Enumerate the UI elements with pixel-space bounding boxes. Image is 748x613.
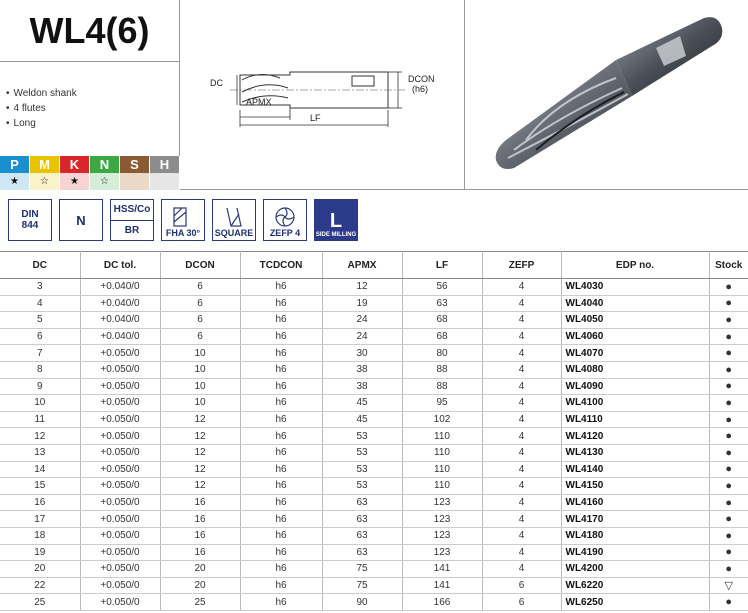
table-row bbox=[0, 378, 748, 395]
table-cell: +0.050/0 bbox=[80, 428, 160, 445]
table-row bbox=[0, 361, 748, 378]
table-cell: 16 bbox=[0, 494, 80, 511]
table-cell: +0.040/0 bbox=[80, 295, 160, 312]
table-cell: 102 bbox=[402, 411, 482, 428]
table-cell: 9 bbox=[0, 378, 80, 395]
table-cell: h6 bbox=[240, 461, 322, 478]
table-cell: +0.050/0 bbox=[80, 544, 160, 561]
stock-indicator: ● bbox=[709, 361, 748, 378]
stock-indicator: ● bbox=[709, 279, 748, 296]
table-cell: 4 bbox=[482, 478, 561, 495]
stock-indicator: ● bbox=[709, 411, 748, 428]
edp-number: WL4180 bbox=[561, 527, 709, 544]
br-label: BR bbox=[124, 224, 140, 236]
table-cell: 141 bbox=[402, 577, 482, 594]
table-cell: +0.050/0 bbox=[80, 577, 160, 594]
table-cell: 12 bbox=[160, 478, 240, 495]
zefp-label: ZEFP 4 bbox=[269, 228, 301, 238]
table-row bbox=[0, 444, 748, 461]
table-cell: 16 bbox=[160, 527, 240, 544]
table-cell: 6 bbox=[160, 279, 240, 296]
table-cell: h6 bbox=[240, 594, 322, 611]
table-cell: 68 bbox=[402, 328, 482, 345]
table-cell: 6 bbox=[160, 328, 240, 345]
table-cell: 18 bbox=[0, 527, 80, 544]
table-cell: 63 bbox=[402, 295, 482, 312]
table-cell: +0.050/0 bbox=[80, 395, 160, 412]
table-row bbox=[0, 527, 748, 544]
stock-indicator: ● bbox=[709, 312, 748, 329]
table-cell: 45 bbox=[322, 411, 402, 428]
table-cell: 24 bbox=[322, 312, 402, 329]
table-cell: 38 bbox=[322, 361, 402, 378]
table-cell: 4 bbox=[482, 378, 561, 395]
column-header: APMX bbox=[322, 252, 402, 279]
table-cell: 95 bbox=[402, 395, 482, 412]
table-cell: 6 bbox=[160, 312, 240, 329]
din-label: DIN bbox=[21, 209, 39, 220]
table-cell: 88 bbox=[402, 378, 482, 395]
table-cell: 12 bbox=[160, 428, 240, 445]
table-cell: 75 bbox=[322, 561, 402, 578]
table-row bbox=[0, 328, 748, 345]
fha-label: FHA 30° bbox=[165, 228, 201, 238]
table-cell: 63 bbox=[322, 511, 402, 528]
edp-number: WL4060 bbox=[561, 328, 709, 345]
table-cell: 4 bbox=[482, 511, 561, 528]
side-milling-label: SIDE MILLING bbox=[315, 232, 357, 238]
table-cell: 20 bbox=[160, 561, 240, 578]
edp-number: WL4090 bbox=[561, 378, 709, 395]
table-row bbox=[0, 295, 748, 312]
apmx-label: APMX bbox=[246, 97, 272, 107]
edp-number: WL4100 bbox=[561, 395, 709, 412]
iso-material-groups bbox=[0, 156, 180, 190]
table-cell: 6 bbox=[0, 328, 80, 345]
table-cell: h6 bbox=[240, 295, 322, 312]
table-cell: 63 bbox=[322, 544, 402, 561]
table-cell: h6 bbox=[240, 312, 322, 329]
table-cell: 19 bbox=[0, 544, 80, 561]
table-cell: h6 bbox=[240, 378, 322, 395]
table-row bbox=[0, 461, 748, 478]
iso-rating bbox=[150, 173, 179, 190]
iso-group-s bbox=[120, 156, 150, 190]
table-cell: +0.050/0 bbox=[80, 345, 160, 362]
table-cell: 11 bbox=[0, 411, 80, 428]
table-cell: 10 bbox=[160, 345, 240, 362]
table-row bbox=[0, 312, 748, 329]
n-label: N bbox=[76, 212, 86, 228]
table-cell: 4 bbox=[482, 561, 561, 578]
side-milling-badge bbox=[314, 199, 358, 241]
table-cell: h6 bbox=[240, 279, 322, 296]
h6-label: (h6) bbox=[412, 84, 429, 94]
square-badge bbox=[212, 199, 256, 241]
table-cell: 14 bbox=[0, 461, 80, 478]
tool-drawing bbox=[180, 0, 465, 190]
iso-group-n bbox=[90, 156, 120, 190]
table-cell: 4 bbox=[482, 345, 561, 362]
iso-group-p bbox=[0, 156, 30, 190]
hss-label: HSS/Co bbox=[113, 204, 151, 216]
stock-indicator: ● bbox=[709, 544, 748, 561]
table-cell: 10 bbox=[160, 395, 240, 412]
table-cell: 4 bbox=[482, 411, 561, 428]
edp-number: WL4130 bbox=[561, 444, 709, 461]
table-cell: +0.050/0 bbox=[80, 361, 160, 378]
stock-indicator: ● bbox=[709, 378, 748, 395]
square-end-icon bbox=[219, 206, 249, 228]
flutes-icon bbox=[272, 206, 298, 228]
side-milling-icon: L bbox=[329, 210, 343, 232]
table-cell: +0.050/0 bbox=[80, 494, 160, 511]
table-cell: 12 bbox=[0, 428, 80, 445]
table-cell: 75 bbox=[322, 577, 402, 594]
zefp-4-badge bbox=[263, 199, 307, 241]
table-cell: 30 bbox=[322, 345, 402, 362]
fha-30-badge bbox=[161, 199, 205, 241]
table-cell: 10 bbox=[160, 361, 240, 378]
column-header: LF bbox=[402, 252, 482, 279]
table-cell: 123 bbox=[402, 494, 482, 511]
feature-item: • 4 flutes bbox=[6, 101, 179, 116]
edp-number: WL6250 bbox=[561, 594, 709, 611]
feature-item: • Weldon shank bbox=[6, 86, 179, 101]
table-cell: 6 bbox=[482, 594, 561, 611]
table-cell: 4 bbox=[482, 395, 561, 412]
table-cell: 12 bbox=[322, 279, 402, 296]
table-cell: 90 bbox=[322, 594, 402, 611]
column-header: DC bbox=[0, 252, 80, 279]
stock-indicator: ● bbox=[709, 428, 748, 445]
table-header bbox=[0, 252, 748, 279]
table-cell: h6 bbox=[240, 411, 322, 428]
table-cell: 4 bbox=[482, 527, 561, 544]
table-cell: h6 bbox=[240, 544, 322, 561]
edp-number: WL4150 bbox=[561, 478, 709, 495]
table-cell: 4 bbox=[482, 312, 561, 329]
table-cell: 16 bbox=[160, 494, 240, 511]
stock-indicator: ● bbox=[709, 494, 748, 511]
stock-indicator: ● bbox=[709, 461, 748, 478]
table-cell: h6 bbox=[240, 345, 322, 362]
table-cell: +0.040/0 bbox=[80, 312, 160, 329]
table-row bbox=[0, 594, 748, 611]
table-cell: 7 bbox=[0, 345, 80, 362]
table-cell: 4 bbox=[482, 328, 561, 345]
table-cell: 5 bbox=[0, 312, 80, 329]
table-row bbox=[0, 494, 748, 511]
table-row bbox=[0, 395, 748, 412]
table-cell: 4 bbox=[482, 461, 561, 478]
table-body bbox=[0, 279, 748, 611]
feature-item: • Long bbox=[6, 116, 179, 131]
iso-letter: N bbox=[90, 156, 119, 173]
column-header: ZEFP bbox=[482, 252, 561, 279]
table-cell: 110 bbox=[402, 428, 482, 445]
dimension-drawing bbox=[180, 0, 465, 190]
dcon-label: DCON bbox=[408, 74, 435, 84]
table-cell: 10 bbox=[0, 395, 80, 412]
column-header: Stock bbox=[709, 252, 748, 279]
table-cell: 53 bbox=[322, 428, 402, 445]
dc-label: DC bbox=[210, 78, 223, 88]
din-844-badge bbox=[8, 199, 52, 241]
iso-letter: P bbox=[0, 156, 29, 173]
edp-number: WL4030 bbox=[561, 279, 709, 296]
table-cell: 20 bbox=[160, 577, 240, 594]
table-cell: 25 bbox=[0, 594, 80, 611]
edp-number: WL4070 bbox=[561, 345, 709, 362]
table-cell: 88 bbox=[402, 361, 482, 378]
n-badge bbox=[59, 199, 103, 241]
table-cell: 8 bbox=[0, 361, 80, 378]
iso-rating: ★ bbox=[0, 173, 29, 190]
table-cell: 4 bbox=[482, 295, 561, 312]
table-cell: 4 bbox=[482, 544, 561, 561]
stock-indicator: ● bbox=[709, 511, 748, 528]
table-row bbox=[0, 411, 748, 428]
table-cell: +0.050/0 bbox=[80, 444, 160, 461]
stock-indicator: ● bbox=[709, 444, 748, 461]
table-cell: 16 bbox=[160, 511, 240, 528]
iso-letter: H bbox=[150, 156, 179, 173]
table-cell: h6 bbox=[240, 361, 322, 378]
edp-number: WL4200 bbox=[561, 561, 709, 578]
iso-letter: M bbox=[30, 156, 59, 173]
table-row bbox=[0, 345, 748, 362]
table-cell: 20 bbox=[0, 561, 80, 578]
edp-number: WL4080 bbox=[561, 361, 709, 378]
table-cell: 38 bbox=[322, 378, 402, 395]
iso-group-m bbox=[30, 156, 60, 190]
table-cell: 4 bbox=[482, 279, 561, 296]
table-cell: 56 bbox=[402, 279, 482, 296]
table-cell: 12 bbox=[160, 461, 240, 478]
table-cell: +0.050/0 bbox=[80, 378, 160, 395]
table-cell: h6 bbox=[240, 395, 322, 412]
table-cell: 166 bbox=[402, 594, 482, 611]
edp-number: WL4110 bbox=[561, 411, 709, 428]
table-cell: 4 bbox=[482, 444, 561, 461]
stock-indicator: ▽ bbox=[709, 577, 748, 594]
iso-group-h bbox=[150, 156, 180, 190]
column-header: EDP no. bbox=[561, 252, 709, 279]
iso-rating bbox=[120, 173, 149, 190]
din-number: 844 bbox=[21, 220, 39, 231]
table-row bbox=[0, 478, 748, 495]
table-cell: 10 bbox=[160, 378, 240, 395]
helix-icon bbox=[168, 206, 198, 228]
table-cell: h6 bbox=[240, 511, 322, 528]
hss-co-badge bbox=[110, 199, 154, 241]
feature-list bbox=[6, 86, 179, 131]
table-cell: h6 bbox=[240, 577, 322, 594]
table-row bbox=[0, 428, 748, 445]
table-row bbox=[0, 561, 748, 578]
table-row bbox=[0, 511, 748, 528]
table-cell: 63 bbox=[322, 494, 402, 511]
table-cell: 53 bbox=[322, 478, 402, 495]
stock-indicator: ● bbox=[709, 478, 748, 495]
edp-number: WL4040 bbox=[561, 295, 709, 312]
edp-number: WL4050 bbox=[561, 312, 709, 329]
table-cell: 4 bbox=[482, 428, 561, 445]
column-header: DCON bbox=[160, 252, 240, 279]
product-table bbox=[0, 251, 748, 611]
table-cell: h6 bbox=[240, 478, 322, 495]
table-cell: +0.040/0 bbox=[80, 279, 160, 296]
table-cell: 110 bbox=[402, 478, 482, 495]
table-cell: 6 bbox=[160, 295, 240, 312]
table-row bbox=[0, 279, 748, 296]
table-cell: +0.050/0 bbox=[80, 461, 160, 478]
end-mill-image bbox=[466, 0, 748, 190]
table-cell: 19 bbox=[322, 295, 402, 312]
stock-indicator: ● bbox=[709, 561, 748, 578]
table-cell: +0.050/0 bbox=[80, 511, 160, 528]
stock-indicator: ● bbox=[709, 295, 748, 312]
iso-rating: ☆ bbox=[30, 173, 59, 190]
stock-indicator: ● bbox=[709, 395, 748, 412]
table-cell: 123 bbox=[402, 527, 482, 544]
table-cell: 24 bbox=[322, 328, 402, 345]
table-cell: h6 bbox=[240, 444, 322, 461]
table-row bbox=[0, 544, 748, 561]
table-cell: 25 bbox=[160, 594, 240, 611]
column-header: DC tol. bbox=[80, 252, 160, 279]
table-row bbox=[0, 577, 748, 594]
table-cell: 3 bbox=[0, 279, 80, 296]
stock-indicator: ● bbox=[709, 345, 748, 362]
table-cell: 63 bbox=[322, 527, 402, 544]
lf-label: LF bbox=[310, 113, 321, 123]
table-cell: 141 bbox=[402, 561, 482, 578]
table-cell: 53 bbox=[322, 461, 402, 478]
table-cell: 80 bbox=[402, 345, 482, 362]
table-cell: +0.040/0 bbox=[80, 328, 160, 345]
stock-indicator: ● bbox=[709, 527, 748, 544]
iso-letter: K bbox=[60, 156, 89, 173]
table-cell: h6 bbox=[240, 561, 322, 578]
edp-number: WL4140 bbox=[561, 461, 709, 478]
table-cell: 4 bbox=[482, 494, 561, 511]
edp-number: WL4160 bbox=[561, 494, 709, 511]
table-cell: 123 bbox=[402, 511, 482, 528]
table-cell: h6 bbox=[240, 494, 322, 511]
table-cell: 4 bbox=[482, 361, 561, 378]
table-cell: 13 bbox=[0, 444, 80, 461]
table-cell: 110 bbox=[402, 461, 482, 478]
square-label: SQUARE bbox=[214, 228, 254, 238]
table-cell: +0.050/0 bbox=[80, 411, 160, 428]
iso-group-k bbox=[60, 156, 90, 190]
table-cell: 16 bbox=[160, 544, 240, 561]
page-title: WL4(6) bbox=[29, 9, 150, 51]
iso-rating: ★ bbox=[60, 173, 89, 190]
table-cell: 68 bbox=[402, 312, 482, 329]
edp-number: WL6220 bbox=[561, 577, 709, 594]
table-cell: +0.050/0 bbox=[80, 478, 160, 495]
edp-number: WL4120 bbox=[561, 428, 709, 445]
table-cell: h6 bbox=[240, 527, 322, 544]
table-cell: +0.050/0 bbox=[80, 561, 160, 578]
table-cell: 12 bbox=[160, 444, 240, 461]
iso-rating: ☆ bbox=[90, 173, 119, 190]
table-cell: 6 bbox=[482, 577, 561, 594]
table-cell: 53 bbox=[322, 444, 402, 461]
table-cell: 4 bbox=[0, 295, 80, 312]
table-cell: h6 bbox=[240, 328, 322, 345]
tool-photo bbox=[466, 0, 748, 190]
edp-number: WL4190 bbox=[561, 544, 709, 561]
table-cell: +0.050/0 bbox=[80, 527, 160, 544]
table-cell: 15 bbox=[0, 478, 80, 495]
table-cell: 22 bbox=[0, 577, 80, 594]
table-cell: 17 bbox=[0, 511, 80, 528]
table-cell: +0.050/0 bbox=[80, 594, 160, 611]
stock-indicator: ● bbox=[709, 594, 748, 611]
edp-number: WL4170 bbox=[561, 511, 709, 528]
table-cell: 12 bbox=[160, 411, 240, 428]
header-section bbox=[0, 0, 748, 190]
iso-letter: S bbox=[120, 156, 149, 173]
property-icons bbox=[0, 191, 748, 249]
title-box bbox=[0, 0, 180, 62]
column-header: TCDCON bbox=[240, 252, 322, 279]
table-cell: h6 bbox=[240, 428, 322, 445]
table-cell: 123 bbox=[402, 544, 482, 561]
table-cell: 45 bbox=[322, 395, 402, 412]
table-cell: 110 bbox=[402, 444, 482, 461]
stock-indicator: ● bbox=[709, 328, 748, 345]
